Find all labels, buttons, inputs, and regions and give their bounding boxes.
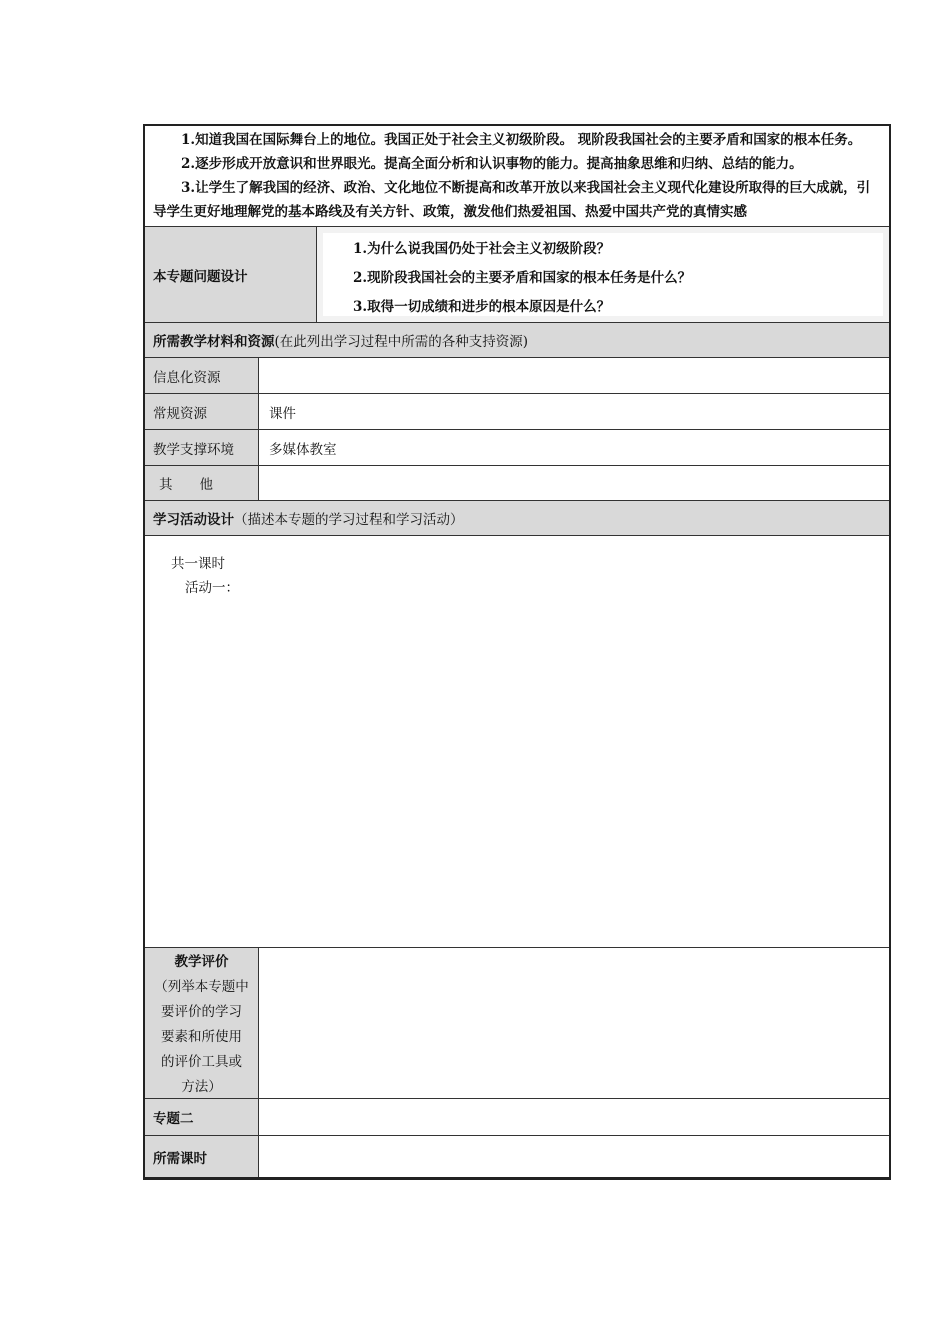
teaching-goals — [145, 126, 889, 226]
hours-row — [145, 1136, 889, 1177]
evaluation-note-line: 要素和所使用 — [161, 1029, 242, 1045]
evaluation-value — [259, 948, 889, 1098]
resource-row-regular — [145, 394, 889, 430]
topic2-label: 专题二 — [145, 1099, 259, 1135]
questions-row — [145, 227, 889, 323]
topic2-row — [145, 1099, 889, 1136]
hours-value — [259, 1136, 889, 1177]
lesson-plan-table — [143, 124, 891, 1180]
resource-label: 常规资源 — [145, 394, 259, 429]
questions-label: 本专题问题设计 — [145, 227, 317, 322]
evaluation-label-cell — [145, 948, 259, 1098]
goal-item: 2.逐步形成开放意识和世界眼光。提高全面分析和认识事物的能力。提高抽象思维和归纳、总结的能力。 — [181, 156, 803, 172]
lesson-plan-document — [143, 124, 891, 1180]
resource-value: 多媒体教室 — [269, 441, 337, 458]
evaluation-label: 教学评价 — [174, 954, 229, 970]
activity-title: 学习活动设计 — [153, 512, 234, 528]
question-item: 3.取得一切成绩和进步的根本原因是什么？ — [353, 299, 611, 315]
goal-item: 1.知道我国在国际舞台上的地位。我国正处于社会主义初级阶段。 现阶段我国社会的主要矛盾和国家的根本任务。 — [181, 132, 862, 148]
resource-value: 课件 — [269, 405, 296, 422]
question-item: 2.现阶段我国社会的主要矛盾和国家的根本任务是什么？ — [353, 270, 692, 286]
topic2-value — [259, 1099, 889, 1135]
goals-row — [145, 126, 889, 227]
evaluation-note-line: 要评价的学习 — [161, 1004, 242, 1020]
evaluation-note-line: 的评价工具或 — [161, 1054, 242, 1070]
questions-list — [323, 233, 883, 316]
activity-header — [145, 501, 889, 536]
activity-body — [145, 536, 889, 948]
resource-label: 其 他 — [145, 466, 259, 500]
materials-title: 所需教学材料和资源 — [153, 334, 275, 350]
resource-row-info — [145, 358, 889, 394]
evaluation-note-line: （列举本专题中 — [154, 979, 249, 995]
resource-label: 教学支撑环境 — [145, 430, 259, 465]
hours-label: 所需课时 — [145, 1136, 259, 1177]
resource-value — [259, 358, 889, 393]
question-item: 1.为什么说我国仍处于社会主义初级阶段？ — [353, 241, 611, 257]
goal-item: 3.让学生了解我国的经济、政治、文化地位不断提高和改革开放以来我国社会主义现代化建设所取得的巨大成就，引导学生更好地理解党的基本路线及有关方针、政策，激发他们热爱祖国、热爱中国共产党的真情实感 — [153, 180, 871, 220]
evaluation-row — [145, 948, 889, 1099]
resource-row-environment — [145, 430, 889, 466]
activity-note: （描述本专题的学习过程和学习活动） — [234, 512, 464, 528]
resource-value — [259, 466, 889, 500]
activity-hours: 共一课时 — [171, 556, 225, 572]
materials-note: (在此列出学习过程中所需的各种支持资源) — [274, 334, 529, 350]
resource-row-other — [145, 466, 889, 501]
resource-label: 信息化资源 — [145, 358, 259, 393]
evaluation-note-line: 方法） — [181, 1079, 222, 1095]
materials-header — [145, 323, 889, 358]
activity-first: 活动一： — [185, 580, 239, 596]
questions-box — [317, 227, 889, 322]
